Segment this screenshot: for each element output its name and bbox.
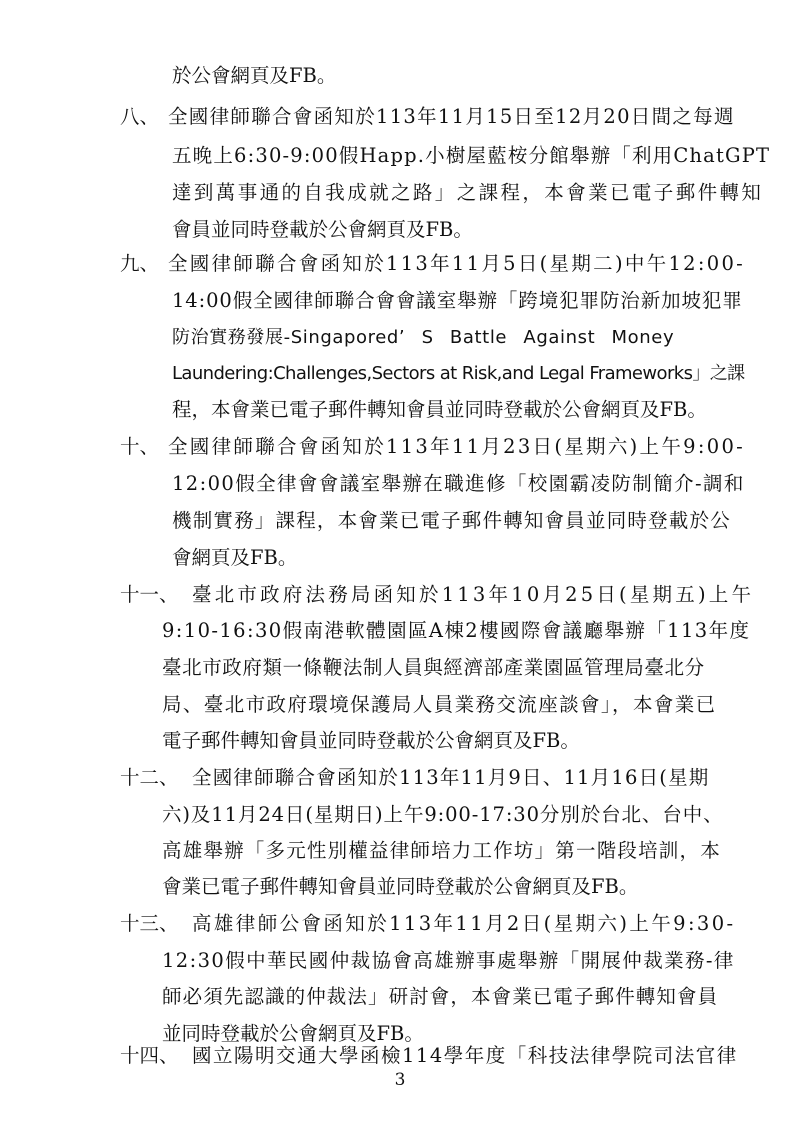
item-12-line-2: 六)及11月24日(星期日)上午9:00-17:30分別於台北、台中、 <box>162 803 724 826</box>
item-12-line-1: 全國律師聯合會函知於113年11月9日、11月16日(星期 <box>192 766 710 789</box>
item-8-line-2: 五晚上6:30-9:00假Happ.小樹屋藍桉分館舉辦「利用ChatGPT <box>172 144 771 167</box>
item-13-line-4: 並同時登載於公會網頁及FB。 <box>162 1022 424 1045</box>
item-11-line-2: 9:10-16:30假南港軟體園區A棟2樓國際會議廳舉辦「113年度 <box>162 619 751 642</box>
item-11-marker: 十一、 <box>120 583 179 606</box>
item-13-line-1: 高雄律師公會函知於113年11月2日(星期六)上午9:30- <box>192 912 736 935</box>
item-11-line-3: 臺北市政府類一條鞭法制人員與經濟部產業園區管理局臺北分 <box>162 656 705 679</box>
item-14-marker: 十四、 <box>120 1044 179 1067</box>
item-11-line-4: 局、臺北市政府環境保護局人員業務交流座談會」，本會業已 <box>162 693 717 716</box>
item-9-line-3: 防治實務發展-Singapored’ S Battle Against Money <box>172 327 675 348</box>
item-14-line-1: 國立陽明交通大學函檢114學年度「科技法律學院司法官律 <box>192 1044 738 1067</box>
item-9-line-5: 程，本會業已電子郵件轉知會員並同時登載於公會網頁及FB。 <box>172 398 707 421</box>
item-10-marker: 十、 <box>120 435 160 458</box>
item-9-marker: 九、 <box>120 252 160 275</box>
page-number: 3 <box>394 1070 406 1090</box>
item-8-line-3: 達到萬事通的自我成就之路」之課程，本會業已電子郵件轉知 <box>172 181 764 204</box>
item-13-line-2: 12:30假中華民國仲裁協會高雄辦事處舉辦「開展仲裁業務-律 <box>162 949 735 972</box>
item-9-line-1: 全國律師聯合會函知於113年11月5日(星期二)中午12:00- <box>168 252 746 275</box>
item-12-line-3: 高雄舉辦「多元性別權益律師培力工作坊」第一階段培訓，本 <box>162 839 721 862</box>
item-13-marker: 十三、 <box>120 912 179 935</box>
item-13-line-3: 師必須先認識的仲裁法」研討會，本會業已電子郵件轉知會員 <box>162 985 719 1008</box>
item-12-line-4: 會業已電子郵件轉知會員並同時登載於公會網頁及FB。 <box>162 875 639 898</box>
item-9-line-4: Laundering:Challenges,Sectors at Risk,and Legal Frameworks」之課 <box>172 363 745 384</box>
item-8-line-4: 會員並同時登載於公會網頁及FB。 <box>172 218 473 241</box>
item-12-marker: 十二、 <box>120 766 179 789</box>
item-10-line-4: 會網頁及FB。 <box>172 546 298 569</box>
continuation-line: 於公會網頁及FB。 <box>172 64 337 87</box>
item-10-line-1: 全國律師聯合會函知於113年11月23日(星期六)上午9:00- <box>168 435 746 458</box>
item-11-line-5: 電子郵件轉知會員並同時登載於公會網頁及FB。 <box>162 729 580 752</box>
item-8-marker: 八、 <box>120 105 160 128</box>
item-11-line-1: 臺北市政府法務局函知於113年10月25日(星期五)上午 <box>192 583 755 606</box>
item-10-line-2: 12:00假全律會會議室舉辦在職進修「校園霸凌防制簡介-調和 <box>172 472 745 495</box>
item-9-line-2: 14:00假全國律師聯合會會議室舉辦「跨境犯罪防治新加坡犯罪 <box>172 289 743 312</box>
item-10-line-3: 機制實務」課程，本會業已電子郵件轉知會員並同時登載於公 <box>172 509 731 532</box>
item-8-line-1: 全國律師聯合會函知於113年11月15日至12月20日間之每週 <box>168 105 735 128</box>
